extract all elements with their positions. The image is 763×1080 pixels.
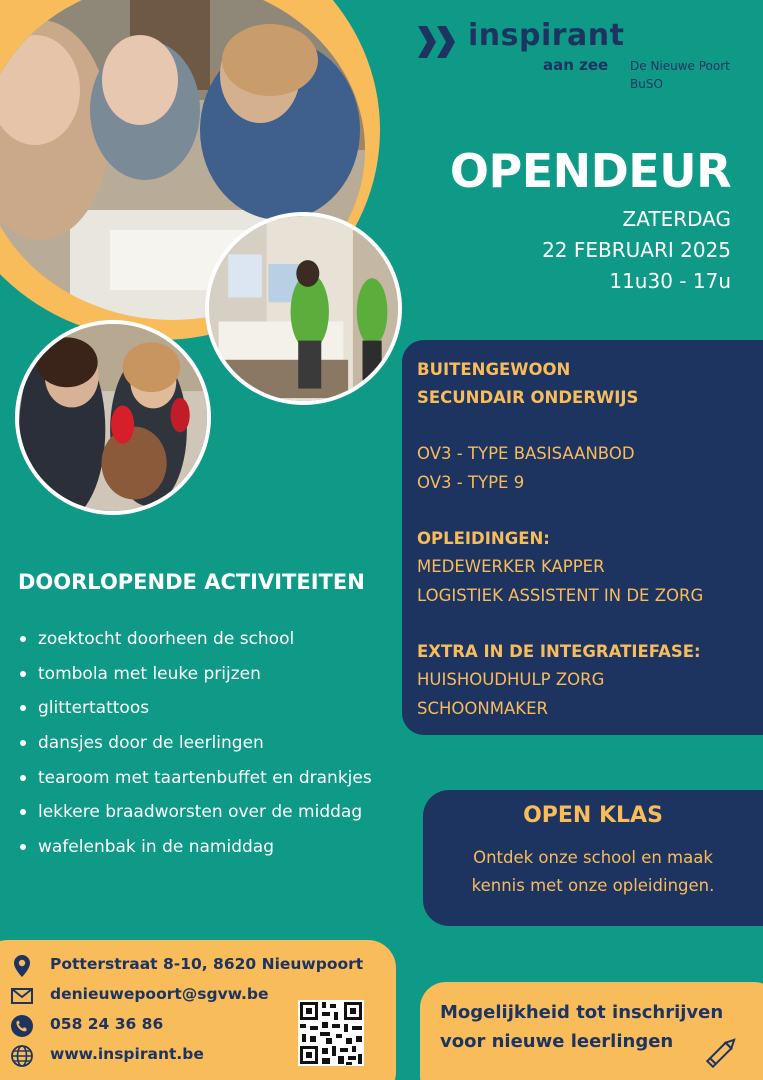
school-logo	[418, 18, 758, 98]
logo-chevron-icon	[418, 24, 458, 60]
open-klas-text-line2: kennis met onze opleidingen.	[471, 876, 715, 895]
panel-heading-line1: BUITENGEWOON	[417, 360, 571, 379]
activities-title: DOORLOPENDE ACTIVITEITEN	[18, 570, 365, 594]
trainings-heading: OPLEIDINGEN:	[417, 529, 550, 548]
event-day: ZATERDAG	[622, 207, 731, 231]
bullet-icon	[20, 775, 26, 781]
panel-heading-line2: SECUNDAIR ONDERWIJS	[417, 388, 639, 407]
contact-email-row	[10, 984, 269, 1008]
activity-label: lekkere braadworsten over de middag	[38, 802, 363, 823]
training-item: LOGISTIEK ASSISTENT IN DE ZORG	[417, 585, 704, 605]
extra-item: HUISHOUDHULP ZORG	[417, 670, 605, 689]
activity-label: dansjes door de leerlingen	[38, 733, 264, 754]
activity-label: tearoom met taartenbuffet en drankjes	[38, 767, 372, 788]
mail-icon	[10, 984, 34, 1008]
logo-school-type: BuSO	[630, 77, 663, 91]
contact-panel	[0, 940, 396, 1080]
event-time: 11u30 - 17u	[609, 269, 731, 293]
bullet-icon	[20, 705, 26, 711]
open-klas-title: OPEN KLAS	[523, 803, 663, 828]
activity-label: tombola met leuke prijzen	[38, 663, 261, 684]
activities-list	[20, 622, 372, 864]
training-item: MEDEWERKER KAPPER	[417, 557, 605, 576]
phone-icon	[10, 1014, 34, 1038]
list-item	[20, 795, 372, 830]
list-item	[20, 622, 372, 657]
contact-website[interactable]: www.inspirant.be	[50, 1045, 204, 1063]
list-item	[20, 830, 372, 865]
activity-label: zoektocht doorheen de school	[38, 629, 295, 650]
registration-line1: Mogelijkheid tot inschrijven	[440, 1002, 724, 1023]
globe-icon	[10, 1044, 34, 1068]
type-item: OV3 - TYPE 9	[417, 472, 525, 492]
photo-care-room	[205, 212, 402, 405]
list-item	[20, 691, 372, 726]
open-klas-text-line1: Ontdek onze school en maak	[473, 848, 713, 867]
open-klas-panel	[423, 790, 763, 926]
bullet-icon	[20, 636, 26, 642]
bullet-icon	[20, 671, 26, 677]
logo-name: inspirant	[468, 18, 625, 53]
list-item	[20, 657, 372, 692]
extra-heading: EXTRA IN DE INTEGRATIEFASE:	[417, 642, 701, 661]
location-pin-icon	[10, 954, 34, 978]
registration-panel	[420, 982, 763, 1080]
type-item: OV3 - TYPE BASISAANBOD	[417, 444, 635, 463]
activity-label: wafelenbak in de namiddag	[38, 836, 274, 857]
registration-line2: voor nieuwe leerlingen	[440, 1031, 674, 1052]
contact-phone-row	[10, 1014, 164, 1038]
bullet-icon	[20, 809, 26, 815]
list-item	[20, 726, 372, 761]
list-item	[20, 760, 372, 795]
contact-phone[interactable]: 058 24 36 86	[50, 1015, 164, 1033]
logo-site-name: De Nieuwe Poort	[630, 59, 730, 73]
contact-address-row	[10, 954, 364, 978]
contact-address: Potterstraat 8-10, 8620 Nieuwpoort	[50, 955, 364, 973]
qr-code-icon[interactable]	[298, 1000, 364, 1066]
bullet-icon	[20, 844, 26, 850]
event-date: 22 FEBRUARI 2025	[542, 238, 731, 262]
contact-email[interactable]: denieuwepoort@sgvw.be	[50, 985, 269, 1003]
photo-hairdressing	[15, 320, 211, 515]
pencil-icon	[698, 1032, 742, 1076]
bullet-icon	[20, 740, 26, 746]
activity-label: glittertattoos	[38, 698, 150, 719]
logo-subtitle: aan zee	[543, 56, 609, 74]
school-info-panel	[402, 340, 763, 735]
extra-item: SCHOONMAKER	[417, 698, 548, 718]
contact-website-row	[10, 1044, 204, 1068]
event-title: OPENDEUR	[449, 144, 731, 198]
